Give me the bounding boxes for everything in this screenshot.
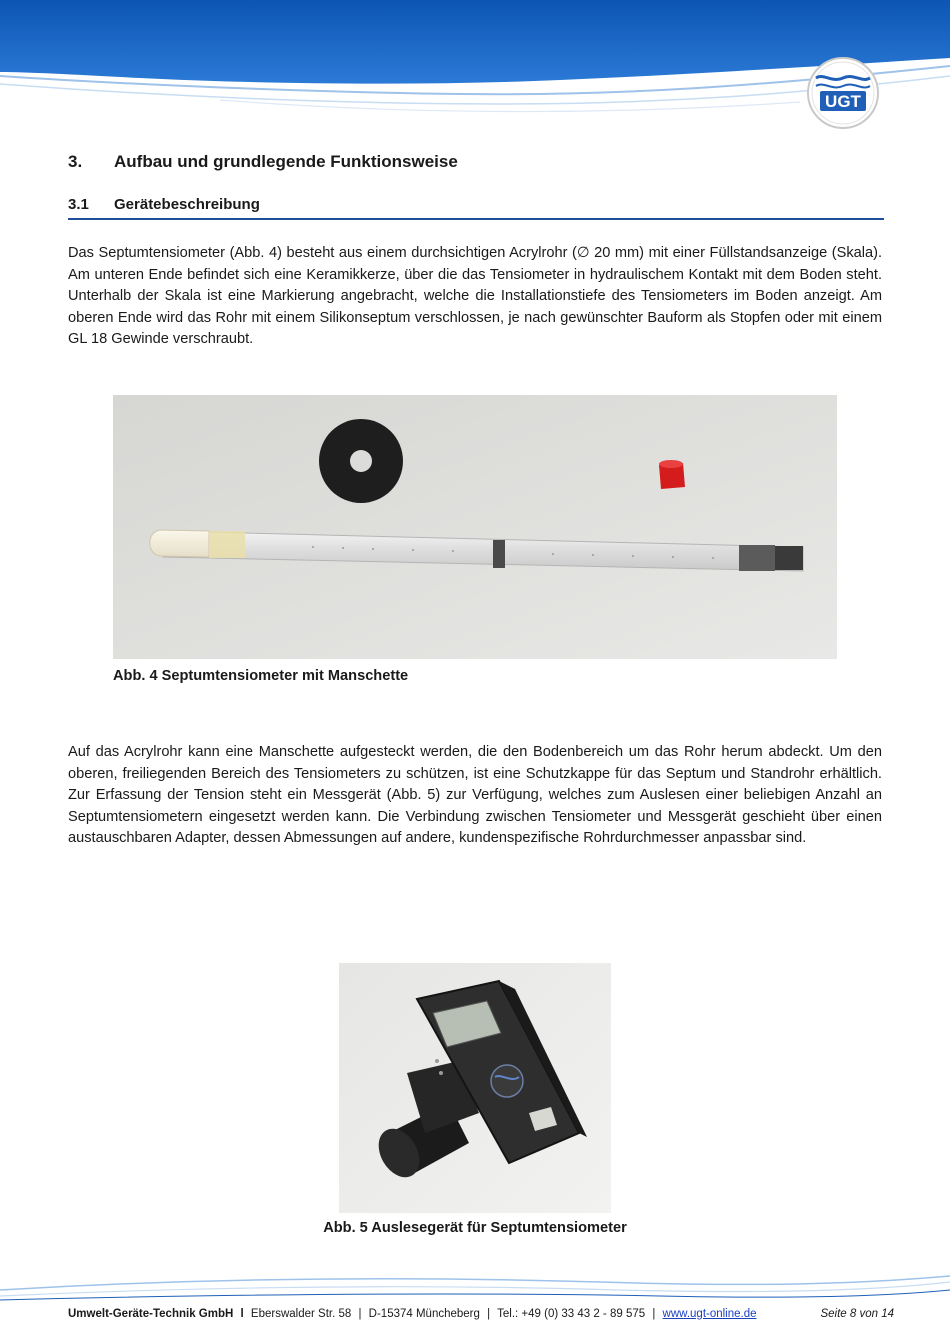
figure-reading-device-photo <box>339 963 611 1213</box>
heading-rule <box>68 218 884 220</box>
section-heading <box>68 152 458 172</box>
section-title: Aufbau und grundlegende Funktionsweise <box>114 152 458 171</box>
figure-septumtensiometer-photo <box>113 395 837 659</box>
footer-phone: Tel.: +49 (0) 33 43 2 - 89 575 <box>497 1308 646 1320</box>
footer-divider: l <box>240 1308 244 1320</box>
footer-wave-lines <box>0 1268 950 1304</box>
paragraph-device-description: Das Septumtensiometer (Abb. 4) besteht aus einem durchsichtigen Acrylrohr (∅ 20 mm) mit einer Füllstandsanzeige (Skala). Am unteren Ende befindet sich eine Keramikkerze, über die das Tensiometer in hydraulischem Kontakt mit dem Boden steht. Unterhalb der Skala ist eine Markierung angebracht, welche die Installationstiefe des Tensiometers im Boden anzeigt. Am oberen Ende wird das Rohr mit einem Silikonseptum verschlossen, je nach gewünschter Bauform als Stopfen oder mit einem GL 18 Gewinde verschraubt. <box>68 245 882 347</box>
subsection-heading <box>68 196 260 213</box>
logo-text: UGT <box>825 92 861 111</box>
footer-address: Eberswalder Str. 58 <box>250 1308 352 1320</box>
paragraph-accessories: Auf das Acrylrohr kann eine Manschette aufgesteckt werden, die den Bodenbereich um das Rohr herum abdeckt. Um den oberen, freiliegenden Bereich des Tensiometers zu schützen, ist eine Schutzkappe für das Septum und Standrohr erhältlich. Zur Erfassung der Tension steht ein Messgerät (Abb. 5) zur Verfügung, welches zum Auslesen einer beliebigen Anzahl an Septumtensiometern eingesetzt werden kann. Die Verbindung zwischen Tensiometer und Messgerät geschieht über einen austauschbaren Adapter, dessen Abmessungen auf andere, kundenspezifische Rohrdurchmesser anpassbar sind. <box>68 744 882 846</box>
footer-website-link[interactable]: www.ugt-online.de <box>662 1308 757 1320</box>
subsection-title: Gerätebeschreibung <box>114 196 260 213</box>
footer-company: Umwelt-Geräte-Technik GmbH <box>68 1308 234 1320</box>
figure-5-caption: Abb. 5 Auslesegerät für Septumtensiometer <box>323 1220 627 1236</box>
ugt-logo <box>806 56 880 130</box>
subsection-number: 3.1 <box>68 196 89 213</box>
page-number: Seite 8 von 14 <box>820 1308 894 1320</box>
footer-city: D-15374 Müncheberg <box>368 1308 480 1320</box>
figure-4-caption: Abb. 4 Septumtensiometer mit Manschette <box>113 668 409 684</box>
section-number: 3. <box>68 152 83 171</box>
page-footer: Umwelt-Geräte-Technik GmbH l Eberswalder Str. 58 | D-15374 Müncheberg | Tel.: +49 (0) 33 43 2 - 89 575 | www.ugt-online.de Seite 8 von 14 <box>68 1308 894 1320</box>
